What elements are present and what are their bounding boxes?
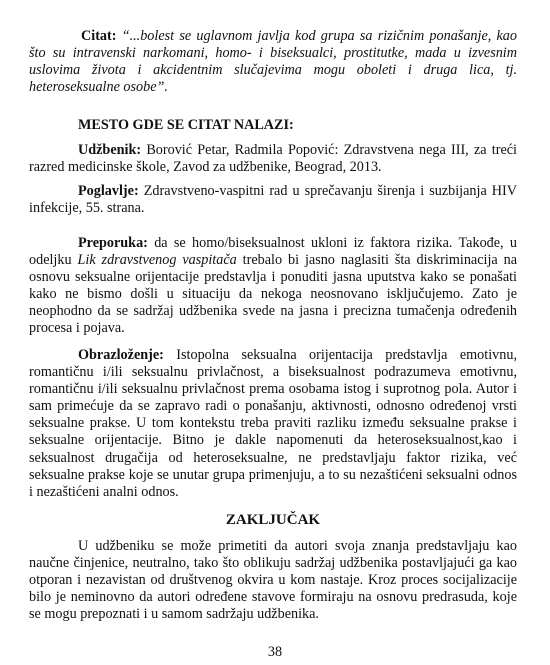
page-number: 38 xyxy=(267,644,283,660)
conclusion-heading: ZAKLJUČAK xyxy=(225,512,321,528)
chapter-text: Zdravstveno-vaspitni rad u sprečavanju širenja i suzbijanja HIV infekcije, 55. strana. xyxy=(29,183,517,217)
explanation-text: Istopolna seksualna orijentacija predstavlja emotivnu, romantičnu i/ili seksualnu privlačnost, a biseksualnost podrazumeva emotivnu, romantičnu i/ili seksualnu privlačnost prema osobama istog i suprotnog pola. Autor i sam primećuje da se zapravo radi o ponašanju, aktivnosti, odnosno određenoj vrsti seksualne prakse. U tom kontekstu treba praviti razliku između seksualne prakse i seksualne orijentacije. Bitno je dakle napomenuti da heteroseksualnost,kao i seksualnost drugačija od heteroseksualne, ne predstavljaju faktor rizika, već seksualne prakse koje se unutar grupa primenjuju, a to su nezaštićeni seksualni odnos i nezaštićeni analni odnos. xyxy=(29,347,517,500)
chapter-label: Poglavlje: xyxy=(78,183,139,199)
textbook-paragraph xyxy=(29,142,517,176)
recommendation-paragraph xyxy=(29,235,517,338)
textbook-label: Udžbenik: xyxy=(78,142,142,158)
explanation-label: Obrazloženje: xyxy=(78,347,164,363)
conclusion-paragraph: U udžbeniku se može primetiti da autori svoja znanja predstavljaju kao naučne činjenice, neutralno, tako što oblikuju sadržaj udžbenika postavljajući ga kao otporan i nezavistan od društvenog okvira u kom nastaje. Kroz proces socijalizacije bilo je neminovno da autori određene stavove formiraju na osnovu predrasuda, koje se mogu prepoznati i u samom sadržaju udžbenika. xyxy=(29,538,517,623)
chapter-paragraph xyxy=(29,183,517,217)
citation-label: Citat: xyxy=(81,28,117,44)
section-heading: MESTO GDE SE CITAT NALAZI: xyxy=(78,117,294,133)
citation-quote xyxy=(29,28,517,96)
textbook-text: Borović Petar, Radmila Popović: Zdravstvena nega III, za treći razred medicinske škole, Zavod za udžbenike, Beograd, 2013. xyxy=(29,142,518,176)
recommendation-text-after: trebalo bi jasno naglasiti šta diskriminacija na osnovu seksualne orijentacije predstavlja i ponuditi jasna uputstva kako se ponašati kako ne bismo došli u situaciju da nekoga neosnovano isključujemo. Zato je neophodno da se sadržaj udžbenika svede na jasna i precizna tumačenja određenih procesa i pojava. xyxy=(29,252,518,337)
recommendation-section-title: Lik zdravstvenog vaspitača xyxy=(77,252,237,269)
citation-text: “...bolest se uglavnom javlja kod grupa sa rizičnim ponašanje, kao što su intravenski narkomani, homo- i biseksualci, prostitutke, mada u izvesnim uslovima života i akcidentnim slučajevima mogu oboleti i druga lica, tj. heteroseksualne osobe”. xyxy=(29,28,517,96)
recommendation-text-before: da se homo/biseksualnost ukloni iz faktora rizika. Takođe, u odeljku xyxy=(29,235,518,269)
explanation-paragraph xyxy=(29,347,517,501)
recommendation-label: Preporuka: xyxy=(78,235,148,251)
